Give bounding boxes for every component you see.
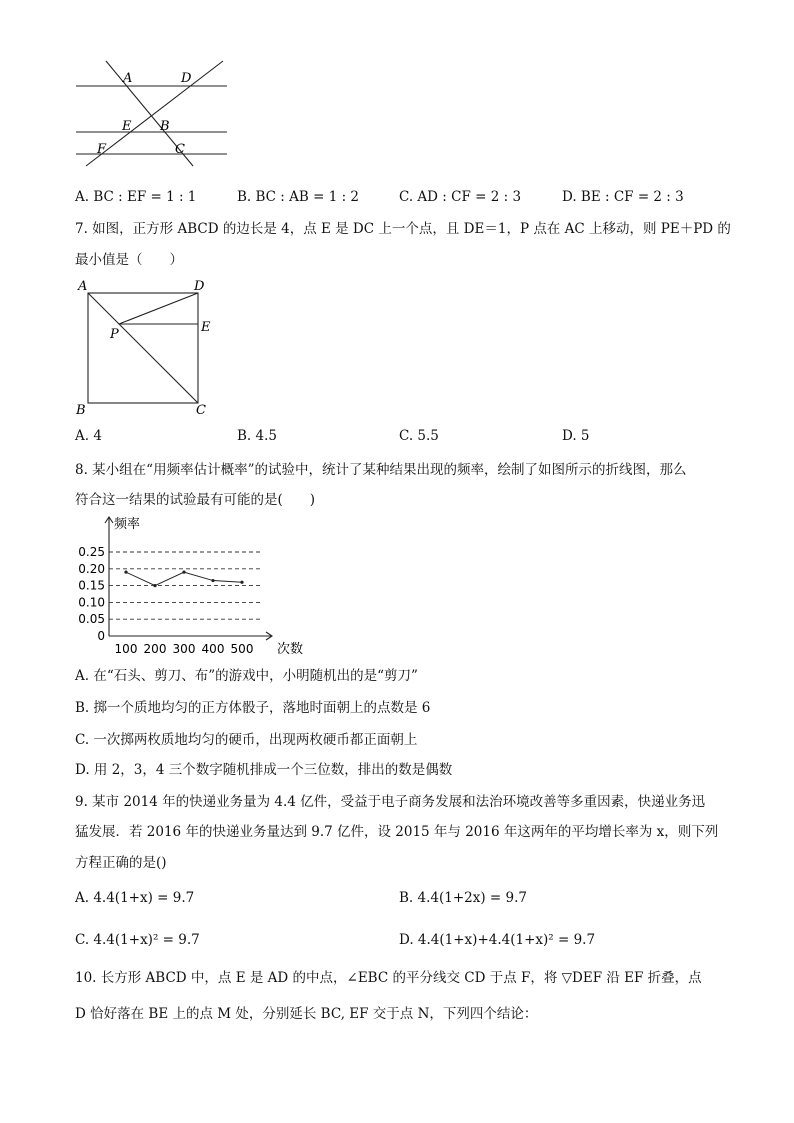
- x-tick-label: 200: [143, 642, 167, 656]
- q8-option-a: A. 在“石头、剪刀、布”的游戏中，小明随机出的是“剪刀”: [75, 668, 418, 684]
- q8-option-c: C. 一次掷两枚质地均匀的硬币，出现两枚硬币都正面朝上: [75, 732, 418, 748]
- parallel-lines-figure: [70, 55, 240, 170]
- data-point: [211, 579, 214, 582]
- data-point: [153, 584, 156, 587]
- q6-option-d: D. BE : CF = 2 : 3: [562, 189, 684, 205]
- q6-option-b: B. BC : AB = 1 : 2: [237, 189, 360, 205]
- q7-question-line2: 最小值是（ ）: [75, 252, 183, 268]
- q8-option-d: D. 用 2，3，4 三个数字随机排成一个三位数，排出的数是偶数: [75, 762, 453, 778]
- q6-option-a: A. BC : EF = 1 : 1: [75, 189, 197, 205]
- y-axis-label: 频率: [114, 517, 141, 532]
- x-tick-label: 500: [230, 642, 254, 656]
- square-figure: [72, 276, 222, 424]
- label-P: P: [110, 327, 119, 342]
- label-F: F: [97, 142, 107, 157]
- q7-option-d: D. 5: [562, 428, 590, 444]
- label-B: B: [76, 403, 86, 418]
- y-tick-label: 0.05: [78, 612, 105, 627]
- label-A: A: [123, 71, 133, 86]
- q9-question-line2: 猛发展．若 2016 年的快递业务量达到 9.7 亿件，设 2015 年与 2016 年这两年的平均增长率为 x，则下列: [75, 824, 719, 840]
- q10-question-line1: 10. 长方形 ABCD 中，点 E 是 AD 的中点，∠EBC 的平分线交 CD 于点 F，将 ▽DEF 沿 EF 折叠，点: [75, 970, 702, 986]
- y-tick-label: 0.10: [78, 595, 105, 610]
- series-line: [126, 572, 242, 585]
- label-C: C: [196, 403, 206, 418]
- label-D: D: [181, 71, 192, 86]
- q8-question-line2: 符合这一结果的试验最有可能的是( ): [75, 492, 316, 508]
- x-axis-label: 次数: [277, 642, 304, 657]
- label-E: E: [201, 320, 211, 335]
- q9-option-c: C. 4.4(1+x)² = 9.7: [75, 932, 200, 948]
- x-tick-label: 100: [114, 642, 138, 656]
- y-tick-label: 0.25: [78, 545, 105, 559]
- label-B: B: [160, 119, 170, 134]
- q9-question-line3: 方程正确的是(): [75, 855, 167, 871]
- label-C: C: [175, 142, 185, 157]
- data-point: [240, 581, 243, 584]
- q9-question-line1: 9. 某市 2014 年的快递业务量为 4.4 亿件，受益于电子商务发展和法治环境改善等多重因素，快递业务迅: [75, 794, 706, 810]
- q9-option-b: B. 4.4(1+2x) = 9.7: [399, 890, 527, 906]
- transversal-line-2: [86, 61, 223, 166]
- data-point: [182, 571, 185, 574]
- q10-question-line2: D 恰好落在 BE 上的点 M 处，分别延长 BC, EF 交于点 N，下列四个结论：: [75, 1006, 538, 1022]
- q7-option-b: B. 4.5: [237, 428, 277, 444]
- data-point: [124, 571, 127, 574]
- q9-option-d: D. 4.4(1+x)+4.4(1+x)² = 9.7: [399, 932, 596, 948]
- y-tick-label: 0.20: [78, 561, 105, 576]
- label-A: A: [78, 279, 88, 294]
- q9-option-a: A. 4.4(1+x) = 9.7: [75, 890, 195, 906]
- q8-option-b: B. 掷一个质地均匀的正方体骰子，落地时面朝上的点数是 6: [75, 700, 431, 716]
- segment-pd: [119, 293, 198, 324]
- label-E: E: [122, 119, 132, 134]
- q7-option-a: A. 4: [75, 428, 102, 444]
- q7-question-line1: 7. 如图，正方形 ABCD 的边长是 4，点 E 是 DC 上一个点，且 DE＝1，P 点在 AC 上移动，则 PE＋PD 的: [75, 221, 731, 237]
- diagonal-ac: [88, 293, 198, 403]
- x-tick-label: 400: [201, 642, 225, 656]
- y-tick-label: 0.15: [78, 578, 105, 593]
- x-tick-label: 300: [172, 642, 196, 656]
- y-tick-label: 0: [97, 629, 105, 643]
- frequency-line-chart: [72, 513, 332, 661]
- label-D: D: [194, 279, 205, 294]
- q7-option-c: C. 5.5: [399, 428, 439, 444]
- q8-question-line1: 8. 某小组在“用频率估计概率”的试验中，统计了某种结果出现的频率，绘制了如图所示的折线图，那么: [75, 462, 687, 478]
- q6-option-c: C. AD : CF = 2 : 3: [399, 189, 522, 205]
